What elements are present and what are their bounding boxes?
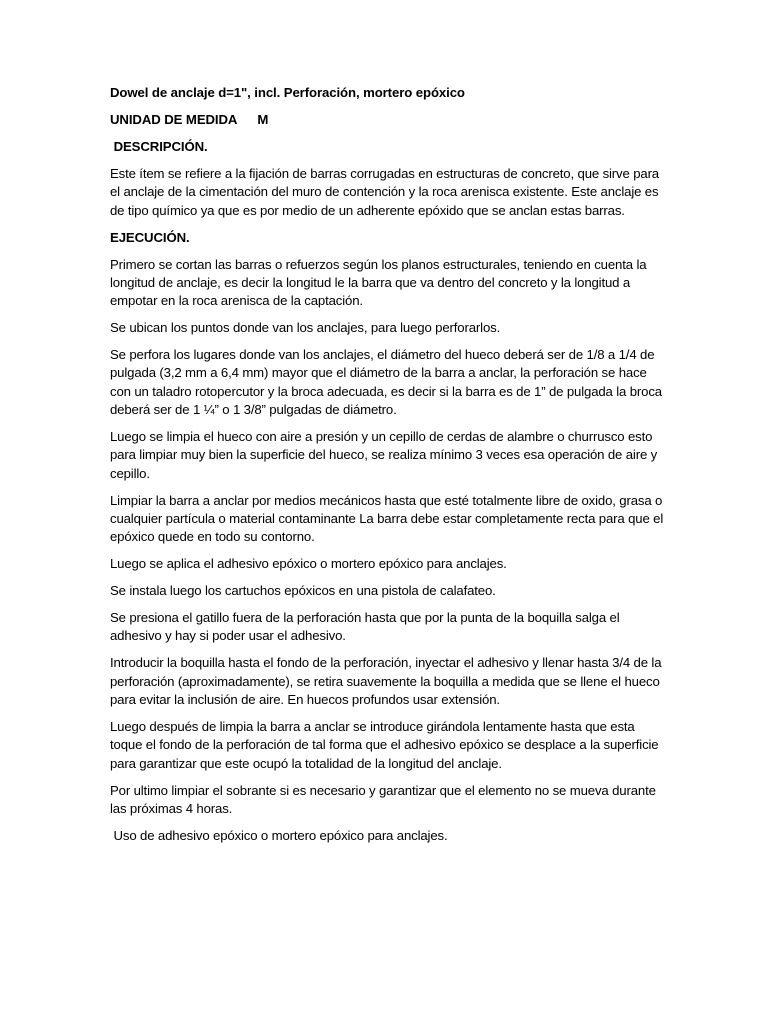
description-heading: DESCRIPCIÓN.	[110, 139, 208, 154]
unit-of-measure-row	[110, 111, 668, 129]
execution-step-8: Se presiona el gatillo fuera de la perforación hasta que por la punta de la boquilla salga el adhesivo y hay si poder usar el adhesivo.	[110, 610, 620, 644]
execution-step-5: Limpiar la barra a anclar por medios mecánicos hasta que esté totalmente libre de oxido, grasa o cualquier partícula o material contaminante La barra debe estar completamente recta para que el epóxico quede en todo su contorno.	[110, 492, 664, 545]
execution-step-1: Primero se cortan las barras o refuerzos según los planos estructurales, teniendo en cuenta la longitud de anclaje, es decir la longitud le la barra que va dentro del concreto y la longitud a empotar en la roca arenisca de la captación.	[110, 256, 647, 309]
execution-step-12: Uso de adhesivo epóxico o mortero epóxico para anclajes.	[110, 827, 448, 843]
execution-step-6: Luego se aplica el adhesivo epóxico o mortero epóxico para anclajes.	[110, 556, 507, 572]
execution-step-3: Se perfora los lugares donde van los anclajes, el diámetro del hueco deberá ser de 1/8 a 1/4 de pulgada (3,2 mm a 6,4 mm) mayor que el diámetro de la barra a anclar, la perforación se hace con un taladro rotopercutor y la broca adecuada, es decir si la barra es de 1” de pulgada la broca deberá ser de 1 ¼” o 1 3/8” pulgadas de diámetro.	[110, 347, 662, 418]
execution-step-11: Por ultimo limpiar el sobrante si es necesario y garantizar que el elemento no se mueva durante las próximas 4 horas.	[110, 782, 656, 816]
execution-step-4: Luego se limpia el hueco con aire a presión y un cepillo de cerdas de alambre o churrusco esto para limpiar muy bien la superficie del hueco, se realiza mínimo 3 veces esa operación de aire y cepillo.	[110, 429, 658, 481]
unit-of-measure-label: UNIDAD DE MEDIDA	[110, 112, 238, 127]
execution-step-2: Se ubican los puntos donde van los anclajes, para luego perforarlos.	[110, 320, 501, 336]
document-title: Dowel de anclaje d=1", incl. Perforación, mortero epóxico	[110, 85, 465, 100]
description-paragraph: Este ítem se refiere a la fijación de barras corrugadas en estructuras de concreto, que sirve para el anclaje de la cimentación del muro de contención y la roca arenisca existente. Este anclaje es de tipo químico ya que es por medio de un adherente epóxido que se anclan estas barras.	[110, 166, 659, 218]
unit-of-measure-value: M	[257, 112, 269, 127]
execution-step-9: Introducir la boquilla hasta el fondo de la perforación, inyectar el adhesivo y llenar hasta 3/4 de la perforación (aproximadamente), se retira suavemente la boquilla a medida que se llene el hueco para evitar la inclusión de aire. En huecos profundos usar extensión.	[110, 655, 662, 708]
execution-step-7: Se instala luego los cartuchos epóxicos en una pistola de calafateo.	[110, 583, 496, 599]
execution-heading: EJECUCIÓN.	[110, 229, 190, 245]
execution-step-10: Luego después de limpia la barra a anclar se introduce girándola lentamente hasta que esta toque el fondo de la perforación de tal forma que el adhesivo epóxico se desplace a la superficie para garantizar que este ocupó la totalidad de la longitud del anclaje.	[110, 719, 659, 771]
